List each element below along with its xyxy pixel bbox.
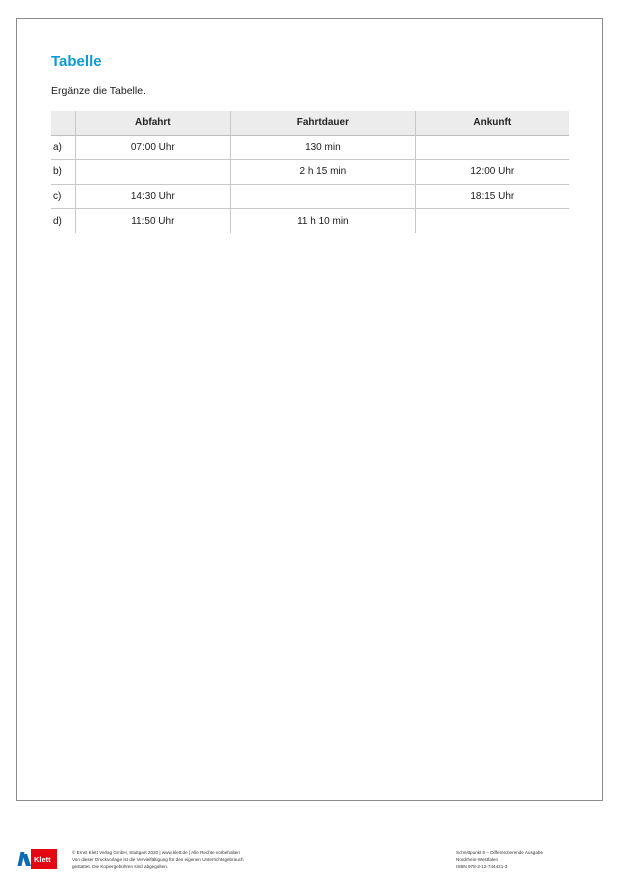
page-title: Tabelle [51,53,102,70]
row-letter: c) [51,184,75,209]
exercise-table [51,111,569,233]
table-row [51,209,569,234]
cell-fahrtdauer[interactable] [231,184,415,209]
row-letter: a) [51,135,75,160]
cell-abfahrt[interactable] [75,160,231,185]
footer-book-info [456,849,543,871]
table-row [51,184,569,209]
klett-logo [17,849,57,869]
cell-ankunft[interactable]: 18:15 Uhr [415,184,569,209]
footer-copyright-line: gestattet. Die Kopiergebühren sind abgegolten. [72,864,169,870]
footer-book-title: Schnittpunkt 5 – Differenzierende Ausgabe [456,850,544,855]
cell-abfahrt[interactable]: 14:30 Uhr [75,184,231,209]
table-header-row [51,111,569,135]
footer-book-region: Nordrhein-Westfalen [456,857,499,863]
cell-ankunft[interactable] [415,209,569,234]
footer-copyright-line: © Ernst Klett Verlag GmbH, Stuttgart 2020 | www.klett.de | Alle Rechte vorbehalten [72,850,240,855]
klett-logo-text: Klett [34,854,51,864]
column-header-abfahrt: Abfahrt [75,111,231,135]
table-row [51,135,569,160]
column-header-label [51,111,75,135]
cell-abfahrt[interactable]: 11:50 Uhr [75,209,231,234]
table-row [51,160,569,185]
row-letter: b) [51,160,75,185]
instruction-text: Ergänze die Tabelle. [51,85,146,97]
cell-fahrtdauer[interactable]: 11 h 10 min [231,209,415,234]
cell-fahrtdauer[interactable]: 2 h 15 min [231,160,415,185]
column-header-ankunft: Ankunft [415,111,569,135]
row-letter: d) [51,209,75,234]
cell-ankunft[interactable]: 12:00 Uhr [415,160,569,185]
cell-ankunft[interactable] [415,135,569,160]
column-header-fahrtdauer: Fahrtdauer [231,111,415,135]
footer-copyright [72,849,244,871]
footer-isbn: ISBN 978-3-12-744421-3 [456,864,508,870]
cell-fahrtdauer[interactable]: 130 min [231,135,415,160]
cell-abfahrt[interactable]: 07:00 Uhr [75,135,231,160]
footer-copyright-line: Von dieser Druckvorlage ist die Vervielfältigung für den eigenen Unterrichtsgebrauch [72,857,244,863]
klett-logo-icon [17,849,31,869]
